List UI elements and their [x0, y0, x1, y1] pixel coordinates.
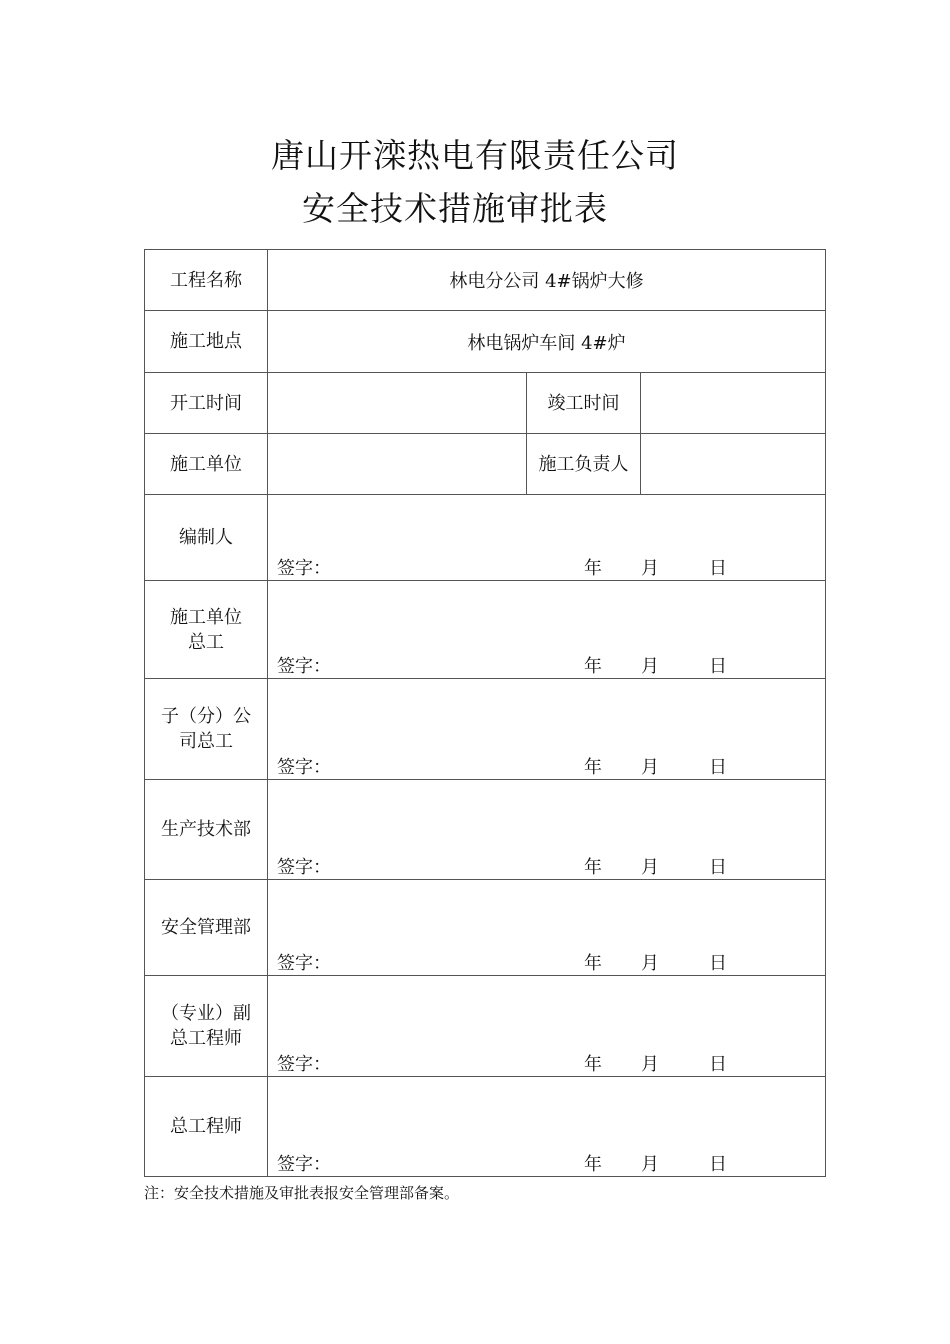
row-project-name — [145, 250, 826, 311]
approver-label — [145, 880, 268, 976]
approver-label-line1: 施工单位 — [170, 606, 242, 628]
approval-form-table — [144, 249, 826, 1177]
approval-row — [145, 1077, 826, 1177]
approval-row — [145, 880, 826, 976]
approval-row — [145, 495, 826, 581]
month-label: 月 — [641, 558, 659, 579]
approver-label-line1: 安全管理部 — [161, 917, 251, 938]
end-time-field[interactable] — [641, 373, 826, 434]
year-label: 年 — [584, 1054, 602, 1075]
month-label: 月 — [641, 857, 659, 878]
approval-row — [145, 976, 826, 1077]
project-name-label: 工程名称 — [145, 250, 268, 311]
start-time-label: 开工时间 — [145, 373, 268, 434]
approval-row — [145, 581, 826, 679]
signature-area[interactable] — [268, 880, 826, 976]
year-label: 年 — [584, 558, 602, 579]
unit-field[interactable] — [268, 434, 527, 495]
signature-label: 签字： — [277, 1154, 331, 1175]
row-location — [145, 311, 826, 373]
year-label: 年 — [584, 953, 602, 974]
footer-note: 注：安全技术措施及审批表报安全管理部备案。 — [144, 1184, 460, 1202]
signature-label: 签字： — [277, 857, 331, 878]
approver-label-line1: 编制人 — [179, 527, 233, 548]
approval-row — [145, 780, 826, 880]
approver-label-line2: 总工程师 — [170, 1028, 242, 1049]
year-label: 年 — [584, 1154, 602, 1175]
end-time-label: 竣工时间 — [527, 373, 641, 434]
row-unit — [145, 434, 826, 495]
signature-label: 签字： — [277, 656, 331, 677]
approver-label-line1: 子（分）公 — [161, 706, 251, 727]
form-title: 安全技术措施审批表 — [302, 189, 608, 228]
day-label: 日 — [709, 757, 727, 778]
signature-area[interactable] — [268, 581, 826, 679]
signature-label: 签字： — [277, 558, 331, 579]
approver-label — [145, 976, 268, 1077]
approver-label-line1: 总工程师 — [170, 1116, 242, 1137]
location-label: 施工地点 — [145, 311, 268, 373]
leader-label: 施工负责人 — [527, 434, 641, 495]
approval-row — [145, 679, 826, 780]
approver-label-line1: 生产技术部 — [161, 819, 251, 840]
approver-label-line1: （专业）副 — [161, 1003, 251, 1024]
approver-label — [145, 581, 268, 679]
leader-field[interactable] — [641, 434, 826, 495]
company-title: 唐山开滦热电有限责任公司 — [271, 136, 679, 175]
approver-label — [145, 679, 268, 780]
year-label: 年 — [584, 757, 602, 778]
year-label: 年 — [584, 857, 602, 878]
day-label: 日 — [709, 1054, 727, 1075]
month-label: 月 — [641, 757, 659, 778]
signature-label: 签字： — [277, 757, 331, 778]
signature-area[interactable] — [268, 780, 826, 880]
location-value[interactable]: 林电锅炉车间 4#炉 — [268, 311, 826, 373]
signature-label: 签字： — [277, 1054, 331, 1075]
day-label: 日 — [709, 953, 727, 974]
day-label: 日 — [709, 558, 727, 579]
day-label: 日 — [709, 857, 727, 878]
day-label: 日 — [709, 1154, 727, 1175]
project-name-value[interactable]: 林电分公司 4#锅炉大修 — [268, 250, 826, 311]
day-label: 日 — [709, 656, 727, 677]
row-dates — [145, 373, 826, 434]
month-label: 月 — [641, 1154, 659, 1175]
year-label: 年 — [584, 656, 602, 677]
approver-label — [145, 1077, 268, 1177]
signature-area[interactable] — [268, 976, 826, 1077]
approver-label-line2: 总工 — [188, 631, 224, 653]
unit-label: 施工单位 — [145, 434, 268, 495]
start-time-field[interactable] — [268, 373, 527, 434]
month-label: 月 — [641, 953, 659, 974]
signature-area[interactable] — [268, 495, 826, 581]
approver-label-line2: 司总工 — [179, 731, 233, 752]
approver-label — [145, 495, 268, 581]
signature-area[interactable] — [268, 679, 826, 780]
month-label: 月 — [641, 1054, 659, 1075]
approver-label — [145, 780, 268, 880]
signature-area[interactable] — [268, 1077, 826, 1177]
signature-label: 签字： — [277, 953, 331, 974]
month-label: 月 — [641, 656, 659, 677]
